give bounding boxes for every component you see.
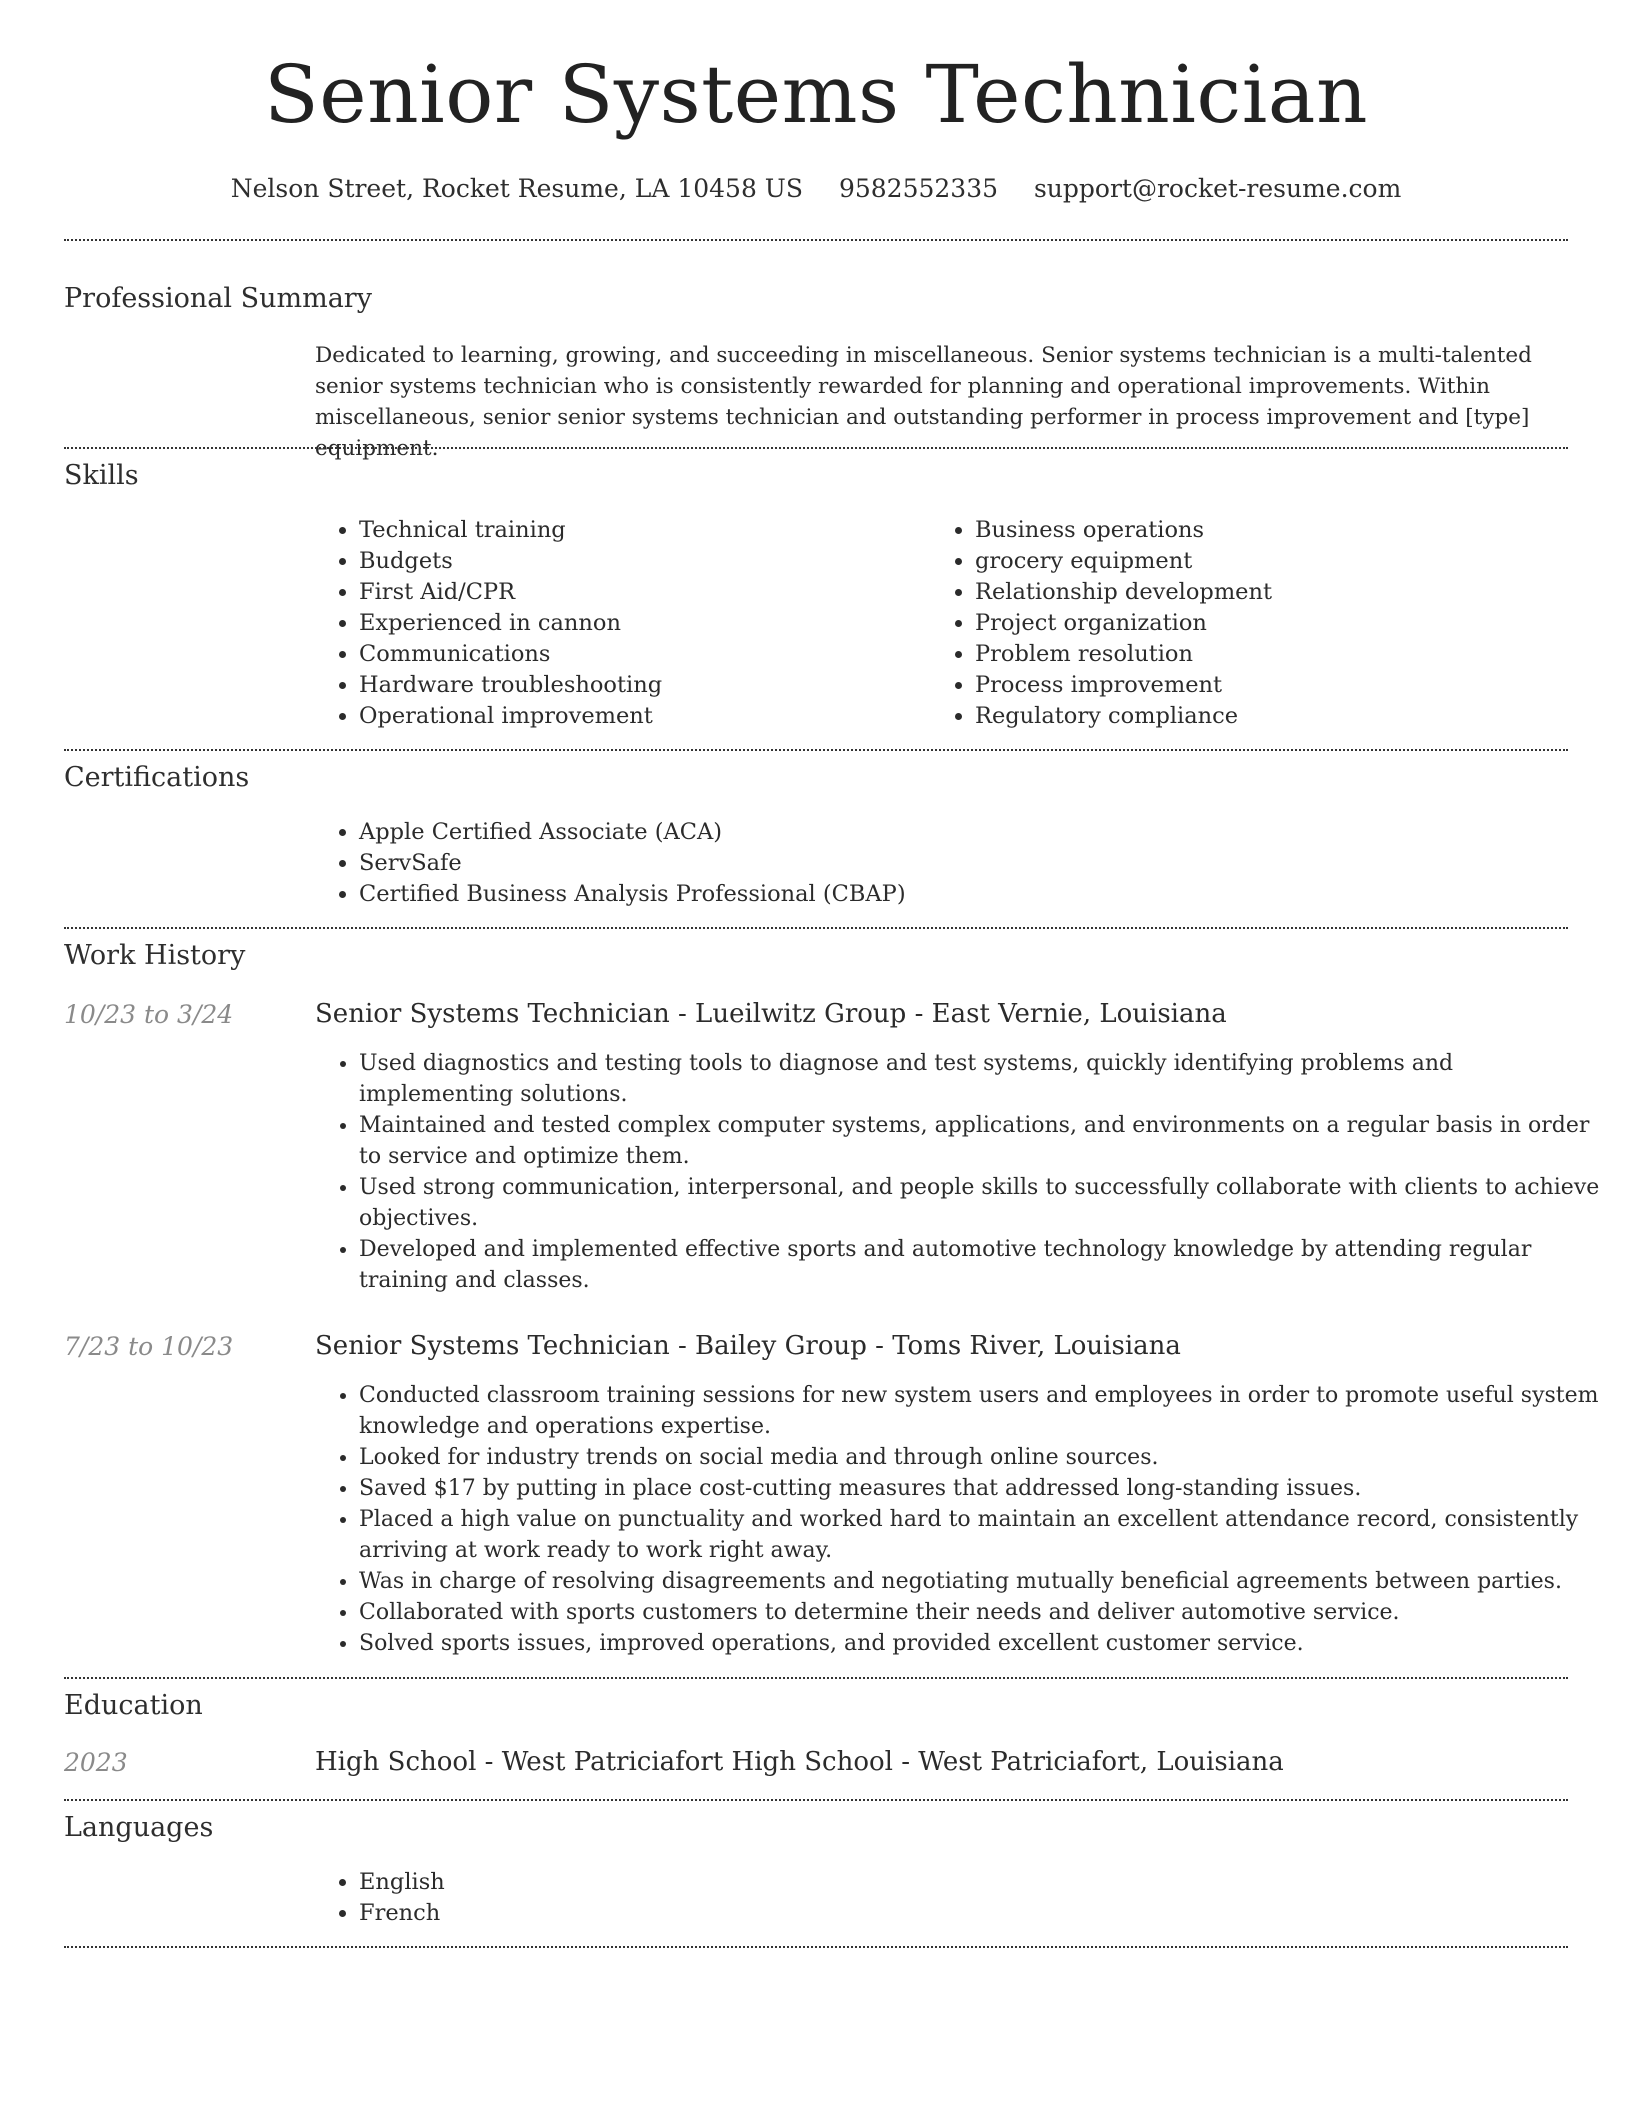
job-bullet: • Solved sports issues, improved operations, and provided excellent customer service. xyxy=(359,1628,1612,1659)
job-bullet: • Placed a high value on punctuality and worked hard to maintain an excellent attendance record, consistently arriving at work ready to work right away. xyxy=(359,1504,1612,1566)
education-entry: High School - West Patriciafort High School - West Patriciafort, Louisiana xyxy=(315,1747,1284,1777)
certification-item: • ServSafe xyxy=(359,848,1559,879)
divider xyxy=(64,1799,1568,1801)
languages-list xyxy=(315,1867,1159,1929)
contact-address: Nelson Street, Rocket Resume, LA 10458 US xyxy=(230,174,803,203)
divider xyxy=(64,239,1568,241)
certification-item: • Apple Certified Associate (ACA) xyxy=(359,817,1559,848)
work-history-heading: Work History xyxy=(64,940,246,971)
job-bullet: • Conducted classroom training sessions for new system users and employees in order to promote useful system knowledge and operations expertise. xyxy=(359,1380,1612,1442)
job-dates: 7/23 to 10/23 xyxy=(64,1332,234,1361)
skill-item: • Relationship development xyxy=(975,577,1575,608)
skill-item: • Technical training xyxy=(359,515,919,546)
certifications-list xyxy=(315,817,1559,910)
job-bullet: • Was in charge of resolving disagreements and negotiating mutually beneficial agreements between parties. xyxy=(359,1566,1612,1597)
divider xyxy=(64,1946,1568,1948)
job-bullet: • Saved $17 by putting in place cost-cutting measures that addressed long-standing issues. xyxy=(359,1473,1612,1504)
languages-heading: Languages xyxy=(64,1812,214,1843)
education-heading: Education xyxy=(64,1690,203,1721)
skill-item: • Project organization xyxy=(975,608,1575,639)
contact-line xyxy=(0,171,1632,207)
skill-item: • Business operations xyxy=(975,515,1575,546)
job-bullet: • Looked for industry trends on social media and through online sources. xyxy=(359,1442,1612,1473)
skills-list-right xyxy=(931,515,1575,732)
job-bullet: • Used diagnostics and testing tools to diagnose and test systems, quickly identifying problems and implementing solutions. xyxy=(359,1048,1612,1110)
summary-text: Dedicated to learning, growing, and succeeding in miscellaneous. Senior systems technician is a multi-talented senior systems technician who is consistently rewarded for planning and operational improvements. Within miscellaneous, senior senior systems technician and outstanding performer in process improvement and [type] equipment. xyxy=(315,343,1532,461)
education-year: 2023 xyxy=(64,1748,128,1777)
certification-item: • Certified Business Analysis Professional (CBAP) xyxy=(359,879,1559,910)
divider xyxy=(64,749,1568,751)
summary-heading: Professional Summary xyxy=(64,283,372,314)
skill-item: • Experienced in cannon xyxy=(359,608,919,639)
skills-heading: Skills xyxy=(64,460,139,491)
divider xyxy=(64,447,1568,449)
divider xyxy=(64,1677,1568,1679)
skill-item: • Hardware troubleshooting xyxy=(359,670,919,701)
job-title: Senior Systems Technician - Bailey Group - Toms River, Louisiana xyxy=(315,1331,1181,1361)
job-bullet: • Collaborated with sports customers to determine their needs and deliver automotive service. xyxy=(359,1597,1612,1628)
job-bullet: • Developed and implemented effective sports and automotive technology knowledge by attending regular training and classes. xyxy=(359,1234,1612,1296)
language-item: • French xyxy=(359,1898,1159,1929)
job-bullet: • Used strong communication, interpersonal, and people skills to successfully collaborate with clients to achieve objectives. xyxy=(359,1172,1612,1234)
skill-item: • First Aid/CPR xyxy=(359,577,919,608)
job-title: Senior Systems Technician - Lueilwitz Group - East Vernie, Louisiana xyxy=(315,999,1227,1029)
resume-title: Senior Systems Technician xyxy=(263,48,1369,141)
skills-list-left xyxy=(315,515,919,732)
skill-item: • grocery equipment xyxy=(975,546,1575,577)
skill-item: • Process improvement xyxy=(975,670,1575,701)
contact-phone: 9582552335 xyxy=(838,174,999,203)
skill-item: • Budgets xyxy=(359,546,919,577)
job-bullets xyxy=(315,1380,1612,1659)
skill-item: • Problem resolution xyxy=(975,639,1575,670)
language-item: • English xyxy=(359,1867,1159,1898)
job-dates: 10/23 to 3/24 xyxy=(64,1000,234,1029)
skill-item: • Communications xyxy=(359,639,919,670)
certifications-heading: Certifications xyxy=(64,762,250,793)
skill-item: • Regulatory compliance xyxy=(975,701,1575,732)
contact-email: support@rocket-resume.com xyxy=(1033,174,1402,203)
job-bullet: • Maintained and tested complex computer systems, applications, and environments on a regular basis in order to service and optimize them. xyxy=(359,1110,1612,1172)
job-bullets xyxy=(315,1048,1612,1296)
divider xyxy=(64,927,1568,929)
skill-item: • Operational improvement xyxy=(359,701,919,732)
